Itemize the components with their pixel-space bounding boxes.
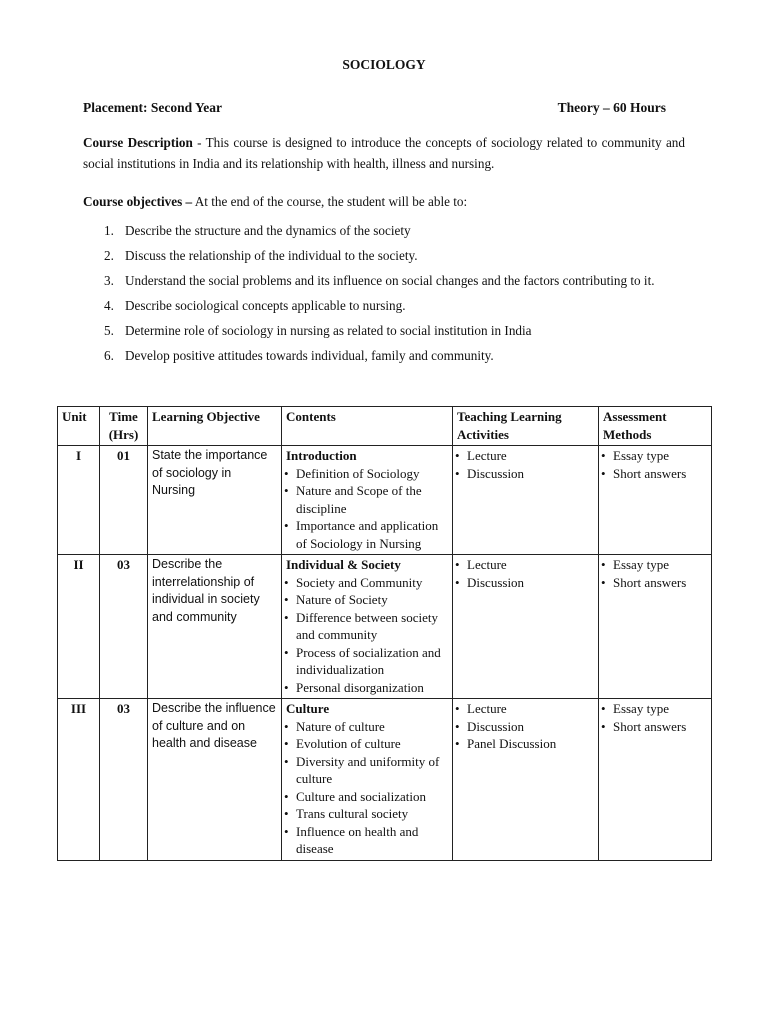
objective-item: 4. Describe sociological concepts applicable to nursing. xyxy=(104,298,406,313)
course-objectives-heading xyxy=(83,194,685,210)
activity-item: • Discussion xyxy=(457,718,594,736)
activity-item: • Lecture xyxy=(457,700,594,718)
unit-cell: I xyxy=(58,446,100,555)
activity-item: • Lecture xyxy=(457,556,594,574)
contents-cell xyxy=(282,446,453,555)
content-item: • Personal disorganization xyxy=(286,679,448,697)
table-row xyxy=(58,555,712,699)
contents-cell xyxy=(282,699,453,861)
contents-title: Culture xyxy=(286,701,330,716)
activities-cell xyxy=(453,699,599,861)
header-time: Time (Hrs) xyxy=(100,407,148,446)
content-item: • Nature of culture xyxy=(286,718,448,736)
activity-item: • Lecture xyxy=(457,447,594,465)
assessment-cell xyxy=(599,555,712,699)
content-item: • Process of socialization and individualization xyxy=(286,644,448,679)
header-assessment: Assessment Methods xyxy=(599,407,712,446)
table-header-row xyxy=(58,407,712,446)
objective-cell: Describe the influence of culture and on health and disease xyxy=(148,699,282,861)
content-item: • Trans cultural society xyxy=(286,805,448,823)
content-item: • Difference between society and community xyxy=(286,609,448,644)
activity-item: • Panel Discussion xyxy=(457,735,594,753)
header-objective: Learning Objective xyxy=(148,407,282,446)
activity-item: • Discussion xyxy=(457,465,594,483)
objective-cell: Describe the interrelationship of individual in society and community xyxy=(148,555,282,699)
assessment-item: • Short answers xyxy=(603,718,707,736)
activity-item: • Discussion xyxy=(457,574,594,592)
unit-cell: III xyxy=(58,699,100,861)
objectives-list xyxy=(104,218,689,368)
content-item: • Evolution of culture xyxy=(286,735,448,753)
course-description xyxy=(83,132,685,174)
content-item: • Importance and application of Sociology in Nursing xyxy=(286,517,448,552)
course-table xyxy=(57,406,712,861)
unit-cell: II xyxy=(58,555,100,699)
content-item: • Nature and Scope of the discipline xyxy=(286,482,448,517)
content-item: • Society and Community xyxy=(286,574,448,592)
course-description-text: - This course is designed to introduce the concepts of sociology related to community and social institutions in India and its relationship with health, illness and nursing. xyxy=(83,135,685,171)
table-row xyxy=(58,699,712,861)
content-item: • Nature of Society xyxy=(286,591,448,609)
objective-item: 6. Develop positive attitudes towards individual, family and community. xyxy=(104,348,494,363)
assessment-cell xyxy=(599,699,712,861)
content-item: • Definition of Sociology xyxy=(286,465,448,483)
activities-cell xyxy=(453,446,599,555)
header-activities: Teaching Learning Activities xyxy=(453,407,599,446)
course-description-label: Course Description xyxy=(83,135,193,150)
table-row xyxy=(58,446,712,555)
page-title: SOCIOLOGY xyxy=(342,57,426,72)
objective-item: 1. Describe the structure and the dynamics of the society xyxy=(104,223,411,238)
assessment-item: • Short answers xyxy=(603,465,707,483)
contents-title: Introduction xyxy=(286,448,357,463)
activities-cell xyxy=(453,555,599,699)
objective-item: 2. Discuss the relationship of the individual to the society. xyxy=(104,248,418,263)
contents-title: Individual & Society xyxy=(286,557,401,572)
content-item: • Diversity and uniformity of culture xyxy=(286,753,448,788)
assessment-item: • Essay type xyxy=(603,447,707,465)
content-item: • Culture and socialization xyxy=(286,788,448,806)
theory-hours: Theory – 60 Hours xyxy=(557,100,666,115)
placement-row xyxy=(83,100,666,116)
contents-cell xyxy=(282,555,453,699)
assessment-item: • Essay type xyxy=(603,556,707,574)
header-contents: Contents xyxy=(282,407,453,446)
objective-item: 3. Understand the social problems and its influence on social changes and the factors contributing to it. xyxy=(104,273,655,288)
time-cell: 03 xyxy=(100,699,148,861)
header-unit: Unit xyxy=(58,407,100,446)
assessment-item: • Short answers xyxy=(603,574,707,592)
objective-item: 5. Determine role of sociology in nursing as related to social institution in India xyxy=(104,323,532,338)
time-cell: 01 xyxy=(100,446,148,555)
course-objectives-intro: At the end of the course, the student will be able to: xyxy=(192,194,468,209)
assessment-cell xyxy=(599,446,712,555)
content-item: • Influence on health and disease xyxy=(286,823,448,858)
time-cell: 03 xyxy=(100,555,148,699)
placement-label: Placement: Second Year xyxy=(83,100,222,115)
assessment-item: • Essay type xyxy=(603,700,707,718)
course-objectives-label: Course objectives – xyxy=(83,194,193,209)
objective-cell: State the importance of sociology in Nursing xyxy=(148,446,282,555)
